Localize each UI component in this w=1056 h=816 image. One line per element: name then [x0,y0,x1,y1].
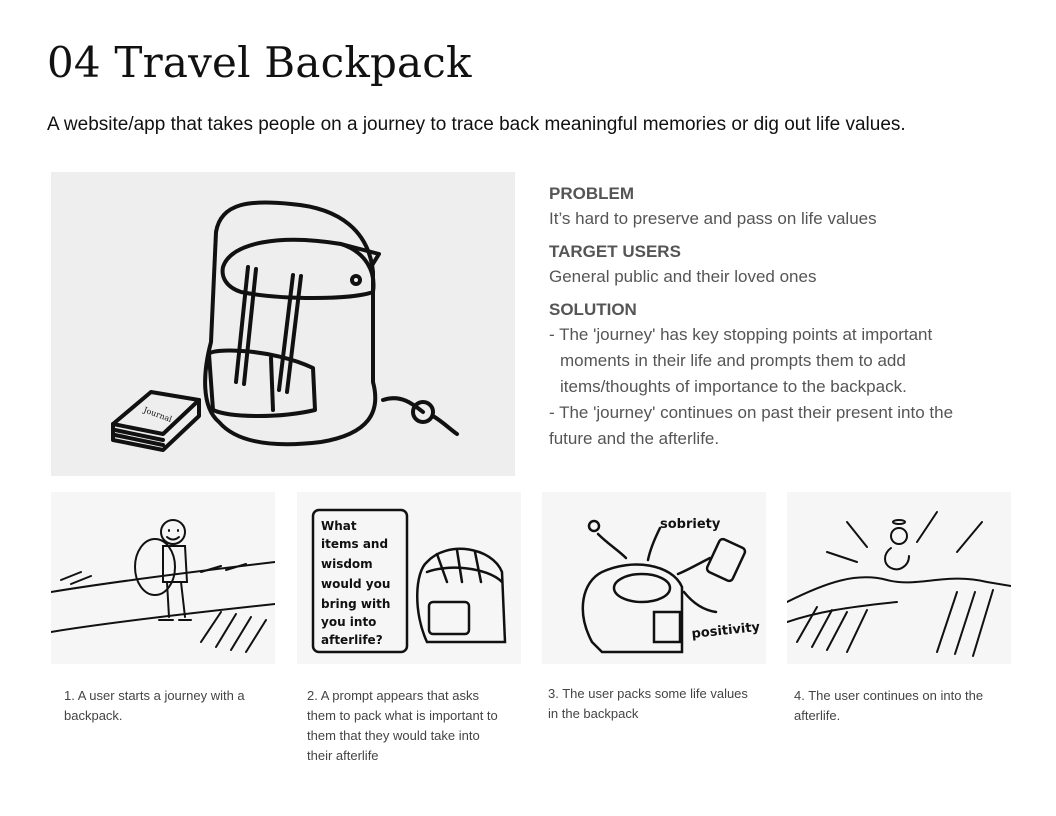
step-1-caption: 1. A user starts a journey with a backpack. [64,688,245,723]
solution-2-line1: - The 'journey' continues on past their present into the [549,403,954,422]
step-3-caption: 3. The user packs some life values in the backpack [548,686,748,721]
prompt-line-3: wisdom [321,557,373,571]
prompt-line-6: you into [321,615,377,629]
target-users-text: General public and their loved ones [549,267,817,286]
page-title: 04 Travel Backpack [47,38,472,87]
prompt-line-1: What [321,519,357,533]
prompt-line-5: bring with [321,597,391,611]
solution-2-line2: future and the afterlife. [549,429,720,448]
panel-2-sketch [297,492,521,664]
prompt-line-4: would you [321,577,391,591]
solution-1-line1: - The 'journey' has key stopping points at important [549,325,933,344]
storyboard-panel-3 [542,492,766,664]
step-4-caption: 4. The user continues on into the afterlife. [794,688,984,723]
storyboard-panel-4 [787,492,1011,664]
panel-3-sketch [542,492,766,664]
backpack-illustration [51,172,515,476]
panel-1-sketch [51,492,275,664]
book-label: Journal [142,405,174,424]
solution-point-2 [549,400,1009,452]
problem-text: It’s hard to preserve and pass on life values [549,209,877,228]
solution-point-1 [549,322,1009,400]
storyboard-panel-2 [297,492,521,664]
solution-heading: SOLUTION [549,300,637,319]
positivity-label: positivity [690,619,761,642]
page-subtitle: A website/app that takes people on a journey to trace back meaningful memories or dig out life values. [47,114,906,135]
solution-1-line3: items/thoughts of importance to the backpack. [560,377,907,396]
prompt-line-7: afterlife? [321,633,383,647]
prompt-line-2: items and [321,537,389,551]
problem-heading: PROBLEM [549,184,634,203]
sobriety-label: sobriety [660,517,721,532]
step-2-caption: 2. A prompt appears that asks them to pack what is important to them that they would take into their afterlife [307,688,498,763]
project-info [549,182,1009,460]
target-users-heading: TARGET USERS [549,242,681,261]
panel-4-sketch [787,492,1011,664]
storyboard-panel-1 [51,492,275,664]
solution-1-line2: moments in their life and prompts them to add [560,351,906,370]
hero-backpack-sketch [51,172,515,476]
